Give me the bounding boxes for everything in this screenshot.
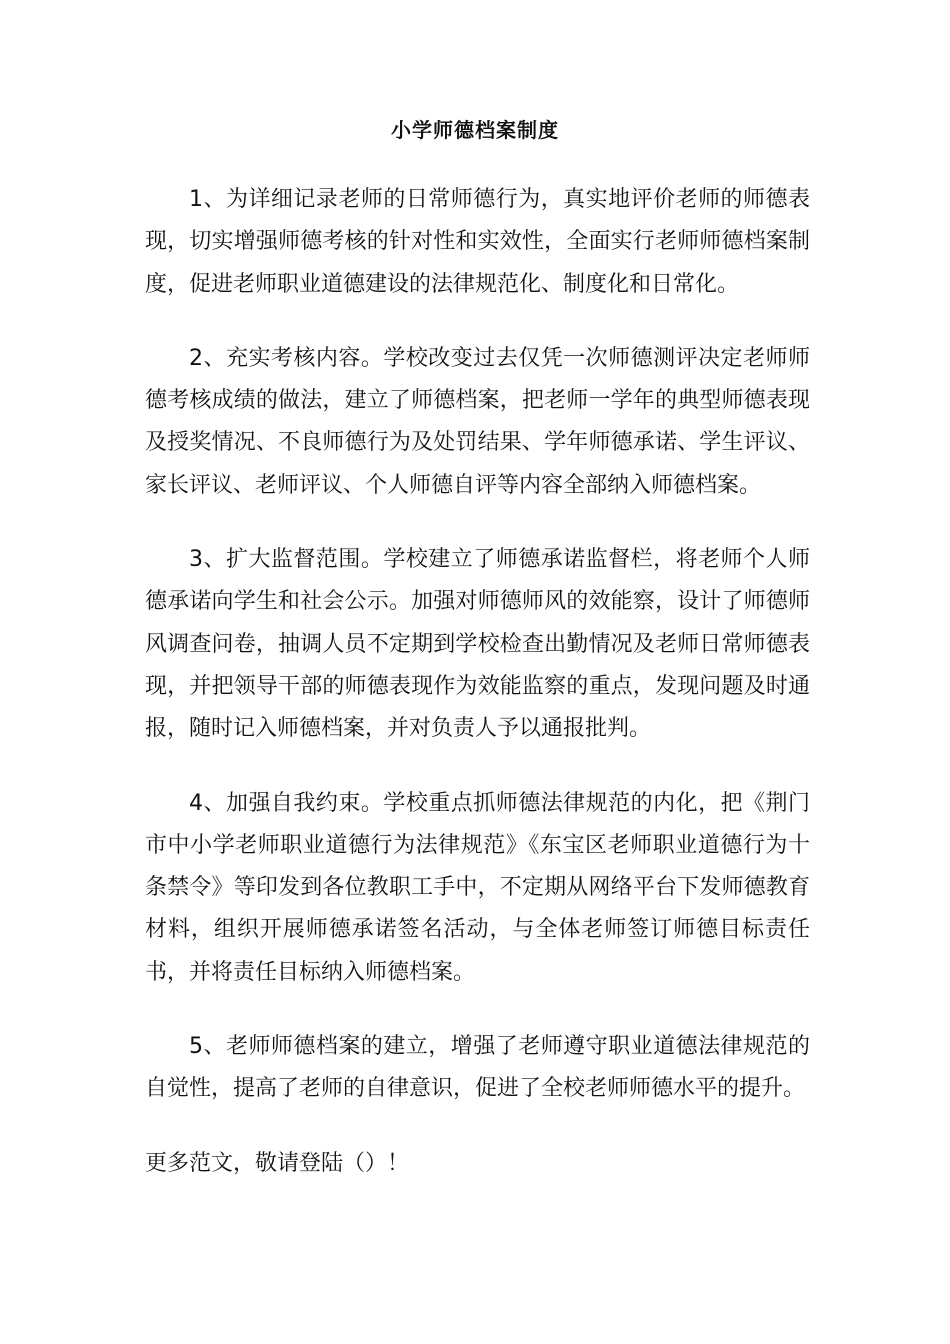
document-title: 小学师德档案制度 [391,118,559,142]
paragraph-4: 4、加强自我约束。学校重点抓师德法律规范的内化，把《荆门市中小学老师职业道德行为法律规范》《东宝区老师职业道德行为十条禁令》等印发到各位教职工手中，不定期从网络平台下发师德教育材料，组织开展师德承诺签名活动，与全体老师签订师德目标责任书，并将责任目标纳入师德档案。 [145,790,810,985]
paragraph-1: 1、为详细记录老师的日常师德行为，真实地评价老师的师德表现，切实增强师德考核的针对性和实效性，全面实行老师师德档案制度，促进老师职业道德建设的法律规范化、制度化和日常化。 [145,187,810,297]
paragraph-5: 5、老师师德档案的建立，增强了老师遵守职业道德法律规范的自觉性，提高了老师的自律意识，促进了全校老师师德水平的提升。 [145,1034,810,1102]
paragraph-2: 2、充实考核内容。学校改变过去仅凭一次师德测评决定老师师德考核成绩的做法，建立了师德档案，把老师一学年的典型师德表现及授奖情况、不良师德行为及处罚结果、学年师德承诺、学生评议、家长评议、老师评议、个人师德自评等内容全部纳入师德档案。 [145,345,810,498]
document-body [145,179,810,1185]
paragraph-3: 3、扩大监督范围。学校建立了师德承诺监督栏，将老师个人师德承诺向学生和社会公示。加强对师德师风的效能察，设计了师德师风调查问卷，抽调人员不定期到学校检查出勤情况及老师日常师德表现，并把领导干部的师德表现作为效能监察的重点，发现问题及时通报，随时记入师德档案，并对负责人予以通报批判。 [145,547,810,742]
footer-note: 更多范文，敬请登陆（）！ [145,1150,410,1176]
